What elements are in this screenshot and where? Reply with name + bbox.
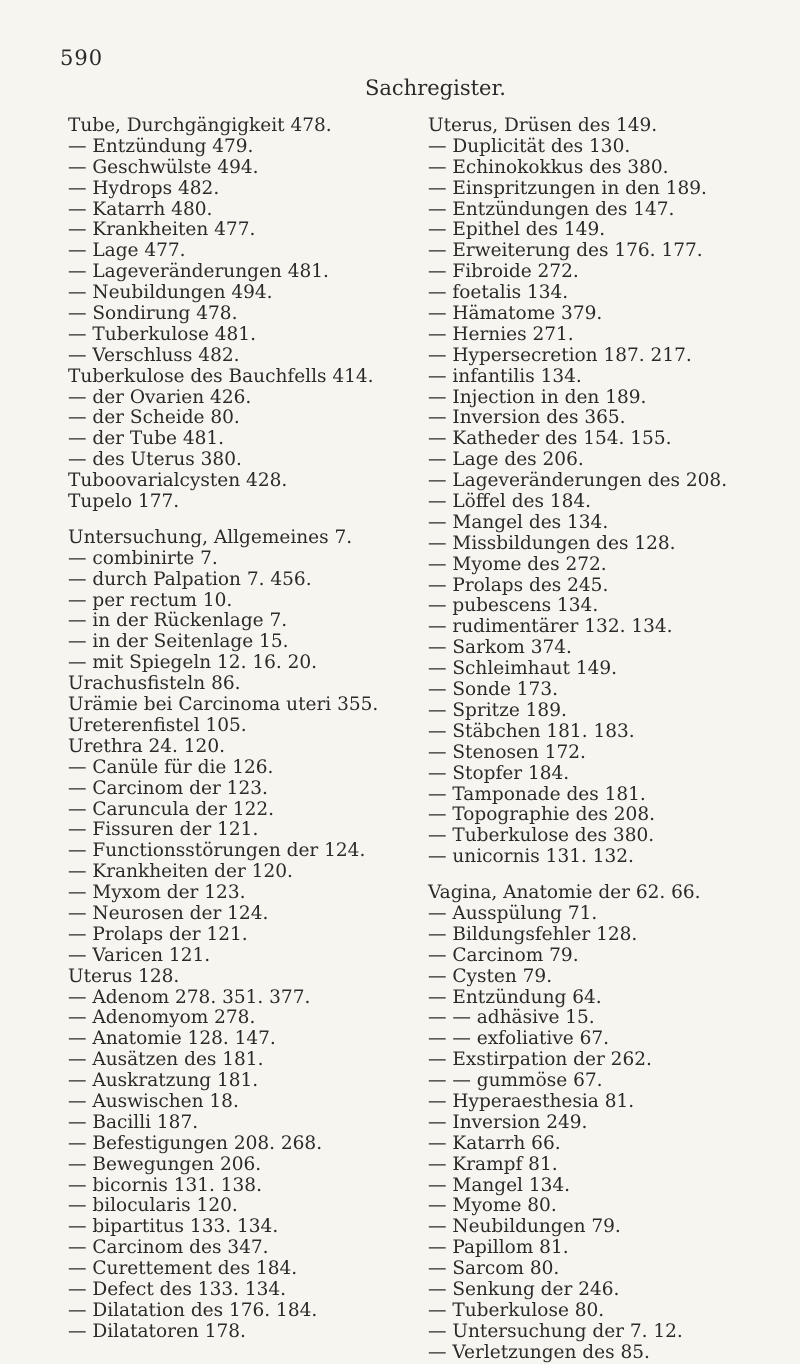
index-entry: — Ausätzen des 181. [68,1049,264,1071]
index-entry: — Entzündung 64. [428,986,602,1008]
index-entry: — in der Seitenlage 15. [68,631,289,653]
index-entry: — Tuberkulose 481. [68,323,256,345]
index-entry: — Auswischen 18. [68,1090,239,1112]
index-entry: — Hydrops 482. [68,177,220,199]
index-entry: — Lage 477. [68,240,186,262]
index-entry: — Katarrh 480. [68,198,213,220]
index-entry: — rudimentärer 132. 134. [428,616,673,638]
index-entry: — Sarkom 374. [428,637,572,659]
index-entry: Tuboovarialcysten 428. [68,470,288,492]
index-entry: — Inversion 249. [428,1111,588,1133]
index-entry: — Echinokokkus des 380. [428,156,669,178]
index-entry: — Dilatation des 176. 184. [68,1299,318,1321]
index-entry: — Sonde 173. [428,679,558,701]
index-entry: — des Uterus 380. [68,449,242,471]
index-entry: — bilocularis 120. [68,1195,238,1217]
index-entry: — Anatomie 128. 147. [68,1028,276,1050]
index-column-right [428,116,727,1364]
index-entry: — Stopfer 184. [428,762,570,784]
index-entry: Uterus, Drüsen des 149. [428,115,658,136]
index-entry: Urämie bei Carcinoma uteri 355. [68,694,379,716]
index-entry: — Exstirpation der 262. [428,1049,652,1071]
index-entry: Ureterenfistel 105. [68,714,247,736]
index-entry: — Katarrh 66. [428,1132,561,1154]
index-entry: — Carcinom der 123. [68,777,268,799]
index-entry: — pubescens 134. [428,595,599,617]
index-entry: — Lage des 206. [428,449,584,471]
index-entry: — foetalis 134. [428,282,569,304]
index-column-left [68,116,378,1343]
index-entry: — combinirte 7. [68,547,218,569]
index-entry: — in der Rückenlage 7. [68,610,288,632]
index-entry: — Inversion des 365. [428,407,626,429]
index-entry: — Tuberkulose des 380. [428,825,655,847]
index-entry: — Neurosen der 124. [68,902,269,924]
index-entry: Uterus 128. [68,965,180,987]
index-entry: — Canüle für die 126. [68,756,274,778]
index-entry: — Dilatatoren 178. [68,1320,246,1342]
index-entry: Tube, Durchgängigkeit 478. [68,115,332,136]
section-gap [68,513,378,528]
page-number: 590 [60,46,104,70]
index-entry: — Senkung der 246. [428,1278,620,1300]
index-entry: — Stenosen 172. [428,741,586,763]
index-entry: — der Ovarien 426. [68,386,252,408]
index-entry: — Prolaps der 121. [68,923,248,945]
index-entry: — Injection in den 189. [428,386,647,408]
index-entry: — Carcinom des 347. [68,1237,269,1259]
index-entry: — Topographie des 208. [428,804,655,826]
index-entry: — Caruncula der 122. [68,798,275,820]
index-entry: — Cysten 79. [428,965,553,987]
index-entry: — Befestigungen 208. 268. [68,1132,323,1154]
index-entry: — Erweiterung des 176. 177. [428,240,703,262]
index-entry: — Myome 80. [428,1195,557,1217]
index-entry: — unicornis 131. 132. [428,846,634,868]
index-entry: — Einspritzungen in den 189. [428,177,707,199]
index-entry: — mit Spiegeln 12. 16. 20. [68,652,318,674]
index-entry: — Bacilli 187. [68,1111,199,1133]
page-header: Sachregister. [365,76,506,100]
index-entry: — Bewegungen 206. [68,1153,262,1175]
index-entry: — Katheder des 154. 155. [428,428,672,450]
index-entry: — Tamponade des 181. [428,783,646,805]
index-entry: — Adenomyom 278. [68,1007,256,1029]
index-entry: — Defect des 133. 134. [68,1278,287,1300]
index-entry: — Tuberkulose 80. [428,1299,605,1321]
index-entry: — Entzündungen des 147. [428,198,675,220]
index-entry: — Mangel des 134. [428,511,609,533]
index-entry: — Krampf 81. [428,1153,558,1175]
index-entry: — durch Palpation 7. 456. [68,568,312,590]
index-entry: — Ausspülung 71. [428,902,598,924]
index-entry: — Varicen 121. [68,944,211,966]
index-entry: — Hernies 271. [428,323,574,345]
index-entry: — Entzündung 479. [68,135,254,157]
index-entry: — Carcinom 79. [428,944,579,966]
index-entry: — Geschwülste 494. [68,156,259,178]
index-entry: Untersuchung, Allgemeines 7. [68,526,353,548]
index-entry: — Epithel des 149. [428,219,606,241]
index-entry: — Myxom der 123. [68,882,246,904]
index-entry: — Spritze 189. [428,699,567,721]
index-entry: — per rectum 10. [68,589,233,611]
index-entry: Tupelo 177. [68,491,180,513]
index-entry: — Sondirung 478. [68,303,238,325]
index-entry: — Functionsstörungen der 124. [68,840,366,862]
index-entry: — Stäbchen 181. 183. [428,720,635,742]
index-entry: — — adhäsive 15. [428,1007,595,1029]
index-entry: Vagina, Anatomie der 62. 66. [428,882,701,904]
index-entry: — Adenom 278. 351. 377. [68,986,311,1008]
index-entry: — Papillom 81. [428,1237,569,1259]
index-entry: — Mangel 134. [428,1174,571,1196]
section-gap [428,868,727,883]
index-entry: — Untersuchung der 7. 12. [428,1320,683,1342]
index-entry: — Verletzungen des 85. [428,1341,650,1363]
index-entry: — Bildungsfehler 128. [428,923,638,945]
index-entry: — bipartitus 133. 134. [68,1216,279,1238]
index-entry: — Schleimhaut 149. [428,658,618,680]
index-entry: — Lageveränderungen des 208. [428,470,728,492]
index-entry: — Hyperaesthesia 81. [428,1090,635,1112]
index-entry: Urachusfisteln 86. [68,673,241,695]
index-entry: — Löffel des 184. [428,491,592,513]
index-entry: — — exfoliative 67. [428,1028,610,1050]
index-entry: — Lageveränderungen 481. [68,261,329,283]
index-entry: — Fissuren der 121. [68,819,259,841]
index-entry: — Fibroide 272. [428,261,579,283]
index-entry: — Curettement des 184. [68,1258,298,1280]
index-entry: — Neubildungen 79. [428,1216,621,1238]
index-entry: — Krankheiten 477. [68,219,256,241]
index-entry: Tuberkulose des Bauchfells 414. [68,365,374,387]
index-entry: — Duplicität des 130. [428,135,631,157]
index-entry: — infantilis 134. [428,365,582,387]
index-entry: — Auskratzung 181. [68,1070,259,1092]
index-entry: — Verschluss 482. [68,344,240,366]
index-entry: — der Tube 481. [68,428,225,450]
index-entry: — Hämatome 379. [428,303,603,325]
index-entry: Urethra 24. 120. [68,735,225,757]
index-entry: — Sarcom 80. [428,1258,560,1280]
index-entry: — Prolaps des 245. [428,574,609,596]
index-entry: — — gummöse 67. [428,1070,603,1092]
index-entry: — Neubildungen 494. [68,282,273,304]
index-entry: — Missbildungen des 128. [428,532,676,554]
index-entry: — der Scheide 80. [68,407,240,429]
index-entry: — Krankheiten der 120. [68,861,293,883]
index-entry: — Hypersecretion 187. 217. [428,344,692,366]
index-entry: — bicornis 131. 138. [68,1174,262,1196]
index-entry: — Myome des 272. [428,553,607,575]
